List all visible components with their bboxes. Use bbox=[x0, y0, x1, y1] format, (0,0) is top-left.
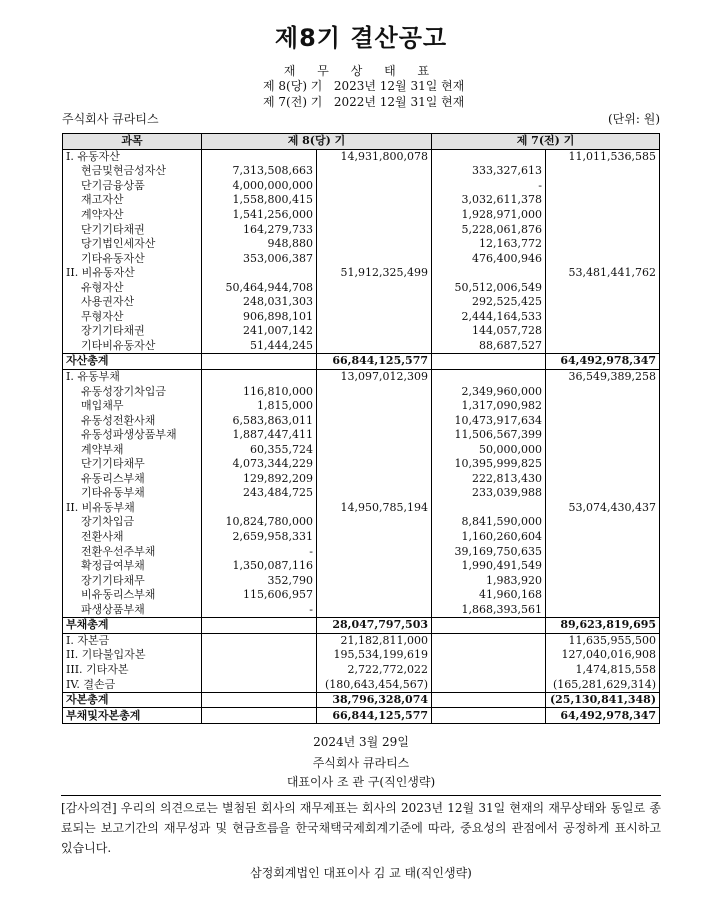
account-cell: 유동성장기차입금 bbox=[63, 384, 202, 399]
prior-total-cell bbox=[546, 486, 660, 501]
prior-detail-cell: 10,473,917,634 bbox=[432, 413, 546, 428]
current-detail-cell: 6,583,863,011 bbox=[202, 413, 317, 428]
current-total-cell: 14,950,785,194 bbox=[317, 501, 432, 516]
current-total-cell: 66,844,125,577 bbox=[317, 708, 432, 724]
current-detail-cell: 906,898,101 bbox=[202, 310, 317, 325]
current-total-cell bbox=[317, 588, 432, 603]
table-row bbox=[63, 310, 660, 325]
header-current: 제 8(당) 기 bbox=[202, 134, 432, 150]
table-row bbox=[63, 164, 660, 179]
prior-period: 제 7(전) 기 2022년 12월 31일 현재 bbox=[263, 95, 465, 109]
prior-total-cell bbox=[546, 472, 660, 487]
prior-detail-cell: 233,039,988 bbox=[432, 486, 546, 501]
account-cell: 무형자산 bbox=[63, 310, 202, 325]
account-cell: 단기금융상품 bbox=[63, 179, 202, 194]
account-cell: I. 유동부채 bbox=[63, 369, 202, 384]
current-total-cell: 38,796,328,074 bbox=[317, 692, 432, 708]
current-detail-cell: 1,815,000 bbox=[202, 399, 317, 414]
prior-total-cell: 11,011,536,585 bbox=[546, 149, 660, 164]
current-detail-cell: 241,007,142 bbox=[202, 324, 317, 339]
current-total-cell bbox=[317, 251, 432, 266]
current-total-cell: 28,047,797,503 bbox=[317, 618, 432, 634]
prior-total-cell bbox=[546, 530, 660, 545]
prior-total-cell: 53,481,441,762 bbox=[546, 266, 660, 281]
current-detail-cell: 60,355,724 bbox=[202, 442, 317, 457]
prior-total-cell: (165,281,629,314) bbox=[546, 677, 660, 692]
current-detail-cell bbox=[202, 648, 317, 663]
table-row bbox=[63, 486, 660, 501]
current-detail-cell: 115,606,957 bbox=[202, 588, 317, 603]
prior-total-cell bbox=[546, 515, 660, 530]
current-detail-cell: 248,031,303 bbox=[202, 295, 317, 310]
current-total-cell bbox=[317, 193, 432, 208]
current-total-cell: 21,182,811,000 bbox=[317, 633, 432, 648]
account-cell: 당기법인세자산 bbox=[63, 237, 202, 252]
account-cell: 전환사채 bbox=[63, 530, 202, 545]
current-total-cell bbox=[317, 457, 432, 472]
prior-total-cell bbox=[546, 251, 660, 266]
account-cell: II. 기타불입자본 bbox=[63, 648, 202, 663]
current-detail-cell bbox=[202, 708, 317, 724]
prior-total-cell bbox=[546, 428, 660, 443]
prior-detail-cell: 1,990,491,549 bbox=[432, 559, 546, 574]
table-row bbox=[63, 501, 660, 516]
page-title: 제8기 결산공고 bbox=[274, 24, 448, 52]
current-total-cell bbox=[317, 280, 432, 295]
account-cell: 장기기타채무 bbox=[63, 573, 202, 588]
prior-detail-cell bbox=[432, 354, 546, 370]
current-detail-cell: 352,790 bbox=[202, 573, 317, 588]
prior-total-cell: 89,623,819,695 bbox=[546, 618, 660, 634]
prior-detail-cell bbox=[432, 149, 546, 164]
account-cell: 기타유동부채 bbox=[63, 486, 202, 501]
table-row bbox=[63, 295, 660, 310]
prior-total-cell bbox=[546, 413, 660, 428]
account-cell: 부채총계 bbox=[63, 618, 202, 634]
current-detail-cell bbox=[202, 633, 317, 648]
ceo-signature: 대표이사 조 관 구(직인생략) bbox=[286, 775, 436, 789]
prior-total-cell: 1,474,815,558 bbox=[546, 663, 660, 678]
prior-total-cell bbox=[546, 179, 660, 194]
current-total-cell bbox=[317, 399, 432, 414]
prior-detail-cell: 8,841,590,000 bbox=[432, 515, 546, 530]
table-row bbox=[63, 544, 660, 559]
table-row bbox=[63, 324, 660, 339]
prior-detail-cell: 39,169,750,635 bbox=[432, 544, 546, 559]
table-row bbox=[63, 280, 660, 295]
prior-total-cell bbox=[546, 208, 660, 223]
table-row bbox=[63, 193, 660, 208]
prior-total-cell bbox=[546, 384, 660, 399]
current-total-cell bbox=[317, 208, 432, 223]
current-total-cell bbox=[317, 559, 432, 574]
prior-total-cell bbox=[546, 544, 660, 559]
current-detail-cell: 1,541,256,000 bbox=[202, 208, 317, 223]
current-detail-cell: 10,824,780,000 bbox=[202, 515, 317, 530]
prior-detail-cell bbox=[432, 618, 546, 634]
current-detail-cell: 7,313,508,663 bbox=[202, 164, 317, 179]
account-cell: II. 비유동자산 bbox=[63, 266, 202, 281]
prior-detail-cell: 11,506,567,399 bbox=[432, 428, 546, 443]
current-total-cell bbox=[317, 472, 432, 487]
table-row bbox=[63, 588, 660, 603]
prior-total-cell bbox=[546, 399, 660, 414]
prior-detail-cell: 50,512,006,549 bbox=[432, 280, 546, 295]
prior-total-cell bbox=[546, 295, 660, 310]
current-total-cell bbox=[317, 413, 432, 428]
current-total-cell bbox=[317, 222, 432, 237]
current-detail-cell: 129,892,209 bbox=[202, 472, 317, 487]
current-detail-cell: 116,810,000 bbox=[202, 384, 317, 399]
account-cell: 단기기타채무 bbox=[63, 457, 202, 472]
account-cell: 확정급여부채 bbox=[63, 559, 202, 574]
current-total-cell bbox=[317, 339, 432, 354]
table-row bbox=[63, 442, 660, 457]
prior-detail-cell bbox=[432, 266, 546, 281]
account-cell: 비유동리스부채 bbox=[63, 588, 202, 603]
account-cell: I. 자본금 bbox=[63, 633, 202, 648]
auditor-signature: 삼정회계법인 대표이사 김 교 태(직인생략) bbox=[250, 866, 472, 880]
current-total-cell: 13,097,012,309 bbox=[317, 369, 432, 384]
current-detail-cell bbox=[202, 266, 317, 281]
prior-total-cell bbox=[546, 237, 660, 252]
current-detail-cell: 4,073,344,229 bbox=[202, 457, 317, 472]
current-total-cell bbox=[317, 310, 432, 325]
current-detail-cell: - bbox=[202, 603, 317, 618]
table-row bbox=[63, 222, 660, 237]
table-row bbox=[63, 369, 660, 384]
current-total-cell bbox=[317, 428, 432, 443]
prior-total-cell: (25,130,841,348) bbox=[546, 692, 660, 708]
account-cell: 재고자산 bbox=[63, 193, 202, 208]
account-cell: 기타비유동자산 bbox=[63, 339, 202, 354]
current-detail-cell bbox=[202, 618, 317, 634]
prior-detail-cell: 333,327,613 bbox=[432, 164, 546, 179]
prior-total-cell bbox=[546, 280, 660, 295]
current-detail-cell: 164,279,733 bbox=[202, 222, 317, 237]
prior-total-cell: 11,635,955,500 bbox=[546, 633, 660, 648]
account-cell: I. 유동자산 bbox=[63, 149, 202, 164]
header-prior: 제 7(전) 기 bbox=[432, 134, 660, 150]
table-row bbox=[63, 237, 660, 252]
current-detail-cell: 1,350,087,116 bbox=[202, 559, 317, 574]
prior-detail-cell bbox=[432, 648, 546, 663]
audit-opinion: [감사의견] 우리의 의견으로는 별첨된 회사의 재무제표는 회사의 2023년 12월 31일 현재의 재무상태와 동일로 종료되는 보고기간의 재무성과 및 현금흐름을 한국채택국제회계기준에 따라, 중요성의 관점에서 공정하게 표시하고 있습니다. bbox=[61, 795, 661, 858]
current-total-cell: 51,912,325,499 bbox=[317, 266, 432, 281]
prior-detail-cell bbox=[432, 633, 546, 648]
balance-sheet-table bbox=[62, 133, 660, 724]
header-account: 과목 bbox=[63, 134, 202, 150]
prior-detail-cell: 144,057,728 bbox=[432, 324, 546, 339]
current-detail-cell: 948,880 bbox=[202, 237, 317, 252]
table-row bbox=[63, 618, 660, 634]
table-row bbox=[63, 428, 660, 443]
account-cell: 유동성파생상품부채 bbox=[63, 428, 202, 443]
current-detail-cell: 353,006,387 bbox=[202, 251, 317, 266]
account-cell: IV. 결손금 bbox=[63, 677, 202, 692]
account-cell: 전환우선주부채 bbox=[63, 544, 202, 559]
prior-detail-cell bbox=[432, 663, 546, 678]
current-detail-cell bbox=[202, 369, 317, 384]
current-total-cell bbox=[317, 515, 432, 530]
current-total-cell bbox=[317, 179, 432, 194]
table-row bbox=[63, 692, 660, 708]
current-total-cell bbox=[317, 603, 432, 618]
prior-total-cell bbox=[546, 339, 660, 354]
prior-detail-cell: 476,400,946 bbox=[432, 251, 546, 266]
current-total-cell bbox=[317, 237, 432, 252]
prior-detail-cell: 1,160,260,604 bbox=[432, 530, 546, 545]
prior-detail-cell bbox=[432, 692, 546, 708]
table-row bbox=[63, 530, 660, 545]
current-detail-cell bbox=[202, 663, 317, 678]
prior-detail-cell: 1,868,393,561 bbox=[432, 603, 546, 618]
unit-label: (단위: 원) bbox=[608, 112, 660, 126]
prior-total-cell bbox=[546, 457, 660, 472]
current-total-cell: 14,931,800,078 bbox=[317, 149, 432, 164]
table-row bbox=[63, 603, 660, 618]
account-cell: 현금및현금성자산 bbox=[63, 164, 202, 179]
table-row bbox=[63, 573, 660, 588]
account-cell: 부채및자본총계 bbox=[63, 708, 202, 724]
account-cell: 장기차입금 bbox=[63, 515, 202, 530]
account-cell: 계약부채 bbox=[63, 442, 202, 457]
prior-detail-cell: 2,444,164,533 bbox=[432, 310, 546, 325]
account-cell: 계약자산 bbox=[63, 208, 202, 223]
current-total-cell bbox=[317, 573, 432, 588]
account-cell: 파생상품부채 bbox=[63, 603, 202, 618]
current-total-cell: (180,643,454,567) bbox=[317, 677, 432, 692]
account-cell: 사용권자산 bbox=[63, 295, 202, 310]
current-total-cell: 66,844,125,577 bbox=[317, 354, 432, 370]
table-row bbox=[63, 251, 660, 266]
table-row bbox=[63, 663, 660, 678]
current-detail-cell: 243,484,725 bbox=[202, 486, 317, 501]
prior-detail-cell: 88,687,527 bbox=[432, 339, 546, 354]
prior-total-cell: 127,040,016,908 bbox=[546, 648, 660, 663]
prior-detail-cell: 50,000,000 bbox=[432, 442, 546, 457]
prior-total-cell: 53,074,430,437 bbox=[546, 501, 660, 516]
prior-total-cell bbox=[546, 573, 660, 588]
current-total-cell bbox=[317, 486, 432, 501]
table-row bbox=[63, 208, 660, 223]
current-detail-cell bbox=[202, 501, 317, 516]
account-cell: 유동성전환사채 bbox=[63, 413, 202, 428]
table-row bbox=[63, 633, 660, 648]
table-row bbox=[63, 384, 660, 399]
current-total-cell bbox=[317, 295, 432, 310]
account-cell: III. 기타자본 bbox=[63, 663, 202, 678]
prior-total-cell bbox=[546, 193, 660, 208]
prior-total-cell: 64,492,978,347 bbox=[546, 354, 660, 370]
prior-total-cell bbox=[546, 164, 660, 179]
current-detail-cell: - bbox=[202, 544, 317, 559]
prior-total-cell bbox=[546, 222, 660, 237]
prior-detail-cell: 1,317,090,982 bbox=[432, 399, 546, 414]
current-detail-cell: 4,000,000,000 bbox=[202, 179, 317, 194]
current-total-cell: 195,534,199,619 bbox=[317, 648, 432, 663]
table-row bbox=[63, 149, 660, 164]
prior-detail-cell: 1,928,971,000 bbox=[432, 208, 546, 223]
prior-total-cell: 64,492,978,347 bbox=[546, 708, 660, 724]
current-detail-cell: 51,444,245 bbox=[202, 339, 317, 354]
current-detail-cell: 50,464,944,708 bbox=[202, 280, 317, 295]
current-total-cell: 2,722,772,022 bbox=[317, 663, 432, 678]
prior-detail-cell: 222,813,430 bbox=[432, 472, 546, 487]
table-row bbox=[63, 708, 660, 724]
table-row bbox=[63, 457, 660, 472]
current-detail-cell: 2,659,958,331 bbox=[202, 530, 317, 545]
prior-total-cell bbox=[546, 324, 660, 339]
table-row bbox=[63, 677, 660, 692]
account-cell: 매입채무 bbox=[63, 399, 202, 414]
account-cell: 자본총계 bbox=[63, 692, 202, 708]
current-total-cell bbox=[317, 530, 432, 545]
table-row bbox=[63, 266, 660, 281]
current-detail-cell bbox=[202, 692, 317, 708]
prior-detail-cell bbox=[432, 677, 546, 692]
table-row bbox=[63, 648, 660, 663]
table-row bbox=[63, 515, 660, 530]
company-name: 주식회사 큐라티스 bbox=[62, 112, 159, 126]
prior-total-cell: 36,549,389,258 bbox=[546, 369, 660, 384]
prior-total-cell bbox=[546, 310, 660, 325]
company-name-footer: 주식회사 큐라티스 bbox=[312, 756, 410, 770]
account-cell: 자산총계 bbox=[63, 354, 202, 370]
table-row bbox=[63, 179, 660, 194]
prior-detail-cell: 292,525,425 bbox=[432, 295, 546, 310]
table-row bbox=[63, 339, 660, 354]
current-detail-cell: 1,887,447,411 bbox=[202, 428, 317, 443]
current-detail-cell bbox=[202, 354, 317, 370]
table-row bbox=[63, 413, 660, 428]
current-total-cell bbox=[317, 164, 432, 179]
prior-detail-cell: - bbox=[432, 179, 546, 194]
prior-detail-cell bbox=[432, 501, 546, 516]
table-row bbox=[63, 354, 660, 370]
table-row bbox=[63, 472, 660, 487]
prior-detail-cell: 41,960,168 bbox=[432, 588, 546, 603]
prior-detail-cell: 3,032,611,378 bbox=[432, 193, 546, 208]
prior-detail-cell: 2,349,960,000 bbox=[432, 384, 546, 399]
account-cell: II. 비유동부채 bbox=[63, 501, 202, 516]
account-cell: 유형자산 bbox=[63, 280, 202, 295]
current-total-cell bbox=[317, 442, 432, 457]
prior-detail-cell: 1,983,920 bbox=[432, 573, 546, 588]
prior-total-cell bbox=[546, 442, 660, 457]
current-total-cell bbox=[317, 544, 432, 559]
current-detail-cell bbox=[202, 149, 317, 164]
account-cell: 유동리스부채 bbox=[63, 472, 202, 487]
announce-date: 2024년 3월 29일 bbox=[313, 735, 409, 749]
current-total-cell bbox=[317, 384, 432, 399]
account-cell: 단기기타채권 bbox=[63, 222, 202, 237]
current-detail-cell: 1,558,800,415 bbox=[202, 193, 317, 208]
current-period: 제 8(당) 기 2023년 12월 31일 현재 bbox=[263, 79, 465, 93]
prior-total-cell bbox=[546, 559, 660, 574]
table-row bbox=[63, 399, 660, 414]
prior-total-cell bbox=[546, 588, 660, 603]
statement-title: 재 무 상 태 표 bbox=[283, 64, 439, 78]
current-total-cell bbox=[317, 324, 432, 339]
prior-detail-cell: 10,395,999,825 bbox=[432, 457, 546, 472]
table-row bbox=[63, 559, 660, 574]
prior-total-cell bbox=[546, 603, 660, 618]
account-cell: 장기기타채권 bbox=[63, 324, 202, 339]
prior-detail-cell: 12,163,772 bbox=[432, 237, 546, 252]
prior-detail-cell bbox=[432, 708, 546, 724]
prior-detail-cell bbox=[432, 369, 546, 384]
account-cell: 기타유동자산 bbox=[63, 251, 202, 266]
current-detail-cell bbox=[202, 677, 317, 692]
prior-detail-cell: 5,228,061,876 bbox=[432, 222, 546, 237]
